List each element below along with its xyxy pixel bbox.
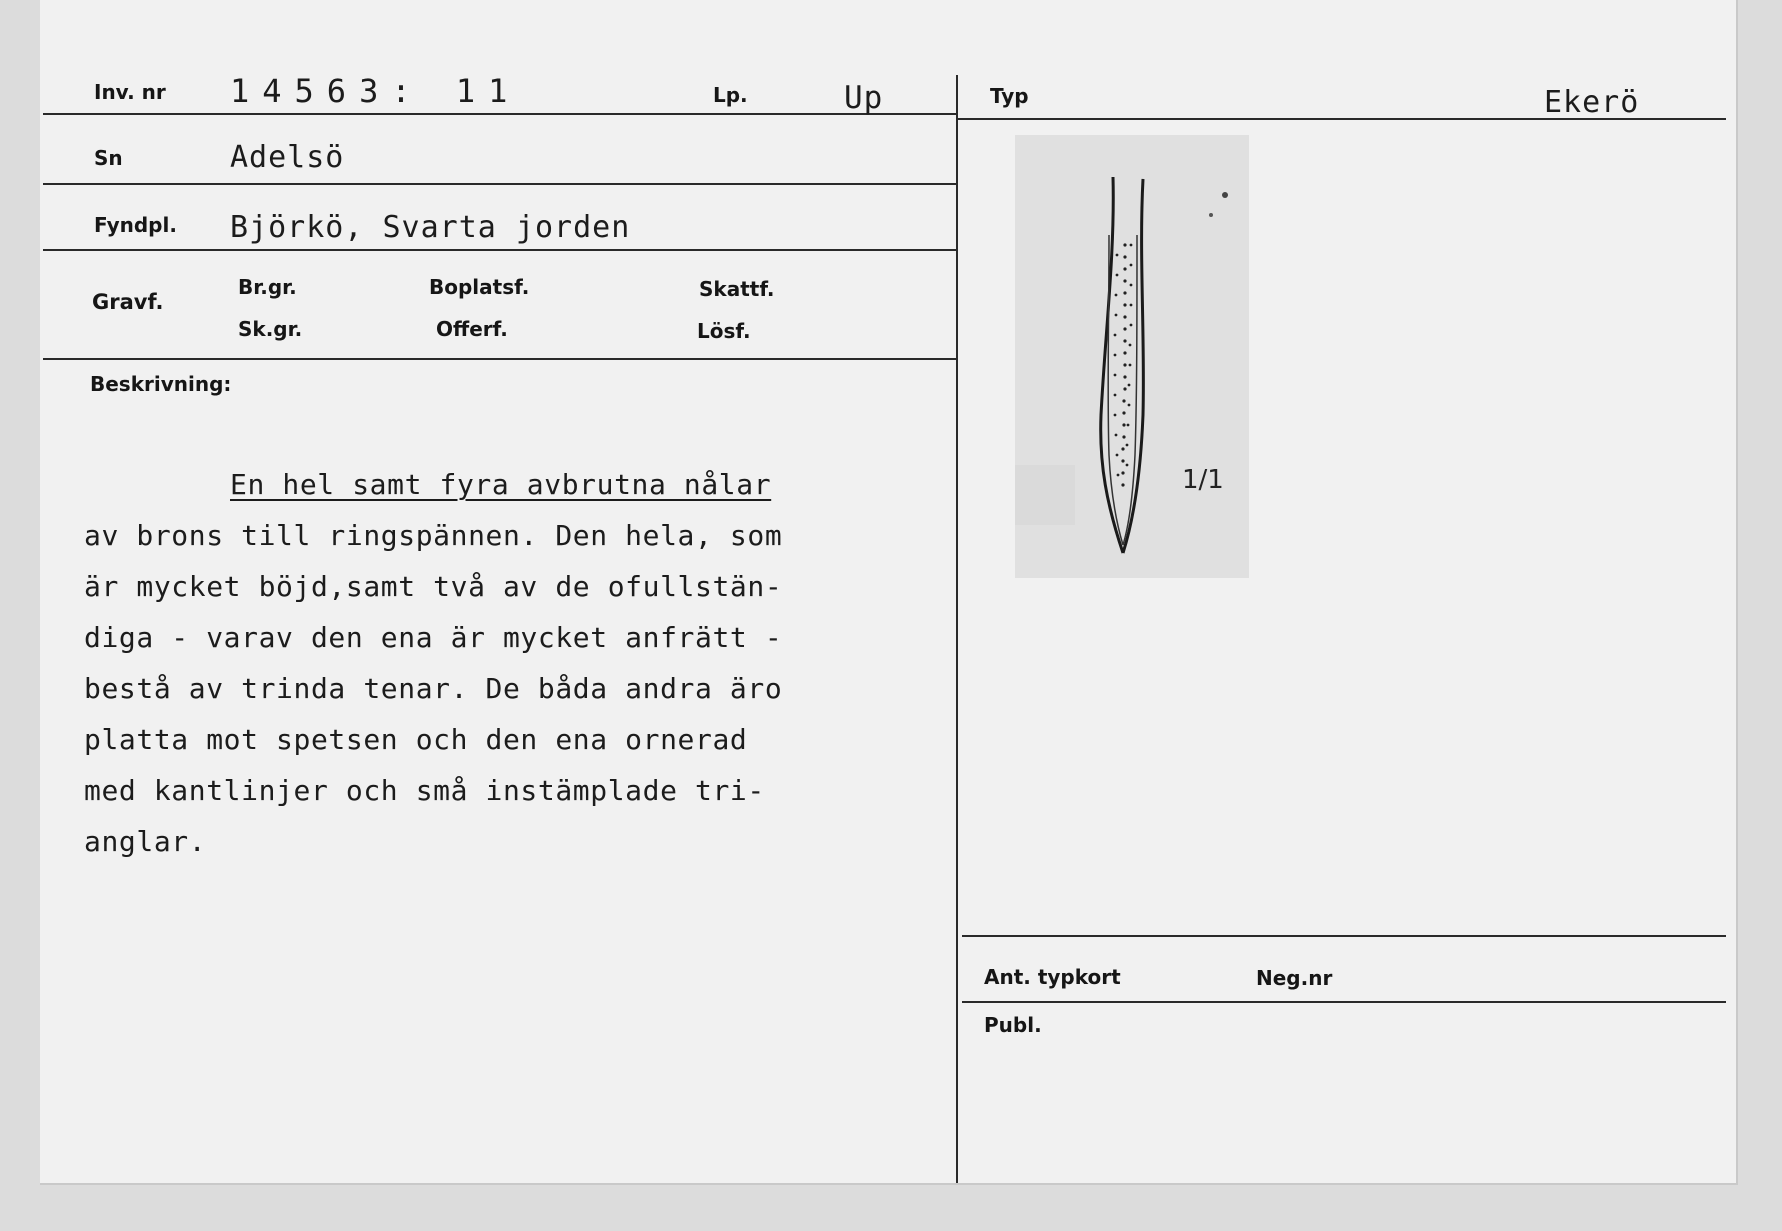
sn-label: Sn	[94, 146, 123, 170]
gravf-label: Gravf.	[92, 290, 164, 314]
rule-gravf	[43, 358, 957, 360]
drawing-photo	[1015, 135, 1249, 578]
description-line: En hel samt fyra avbrutna nålar	[230, 468, 772, 501]
description-text	[84, 468, 924, 876]
description-line: bestå av trinda tenar. De båda andra äro	[84, 672, 783, 705]
inv-value: 14563: 11	[230, 72, 521, 110]
scale-label: 1/1	[1182, 465, 1224, 495]
rule-ant-typkort-bottom	[962, 1001, 1726, 1003]
offerf-label: Offerf.	[436, 317, 508, 341]
description-line: är mycket böjd,samt två av de ofullstän-	[84, 570, 783, 603]
rule-sn	[43, 183, 957, 185]
needle-drawing-icon	[1015, 135, 1249, 578]
rule-fyndpl	[43, 249, 957, 251]
typ-label: Typ	[990, 84, 1029, 108]
boplatsf-label: Boplatsf.	[429, 275, 530, 299]
description-line: med kantlinjer och små instämplade tri-	[84, 774, 765, 807]
losf-label: Lösf.	[697, 319, 751, 343]
lp-value: Up	[844, 80, 884, 116]
column-divider	[956, 75, 958, 1183]
description-line: anglar.	[84, 825, 207, 858]
skgr-label: Sk.gr.	[238, 317, 303, 341]
fyndpl-label: Fyndpl.	[94, 213, 177, 237]
beskrivning-label: Beskrivning:	[90, 372, 232, 396]
lp-label: Lp.	[713, 83, 748, 107]
description-line: platta mot spetsen och den ena ornerad	[84, 723, 748, 756]
publ-label: Publ.	[984, 1013, 1042, 1037]
inv-label: Inv. nr	[94, 80, 166, 104]
rule-ant-typkort-top	[962, 935, 1726, 937]
rule-inv	[43, 113, 957, 115]
catalog-card	[40, 0, 1738, 1185]
typ-value: Ekerö	[1544, 85, 1640, 120]
neg-nr-label: Neg.nr	[1256, 966, 1333, 990]
ant-typkort-label: Ant. typkort	[984, 965, 1121, 989]
sn-value: Adelsö	[230, 140, 345, 175]
skattf-label: Skattf.	[699, 277, 775, 301]
fyndpl-value: Björkö, Svarta jorden	[230, 210, 631, 245]
brgr-label: Br.gr.	[238, 275, 297, 299]
description-line: av brons till ringspännen. Den hela, som	[84, 519, 783, 552]
description-line: diga - varav den ena är mycket anfrätt -	[84, 621, 783, 654]
